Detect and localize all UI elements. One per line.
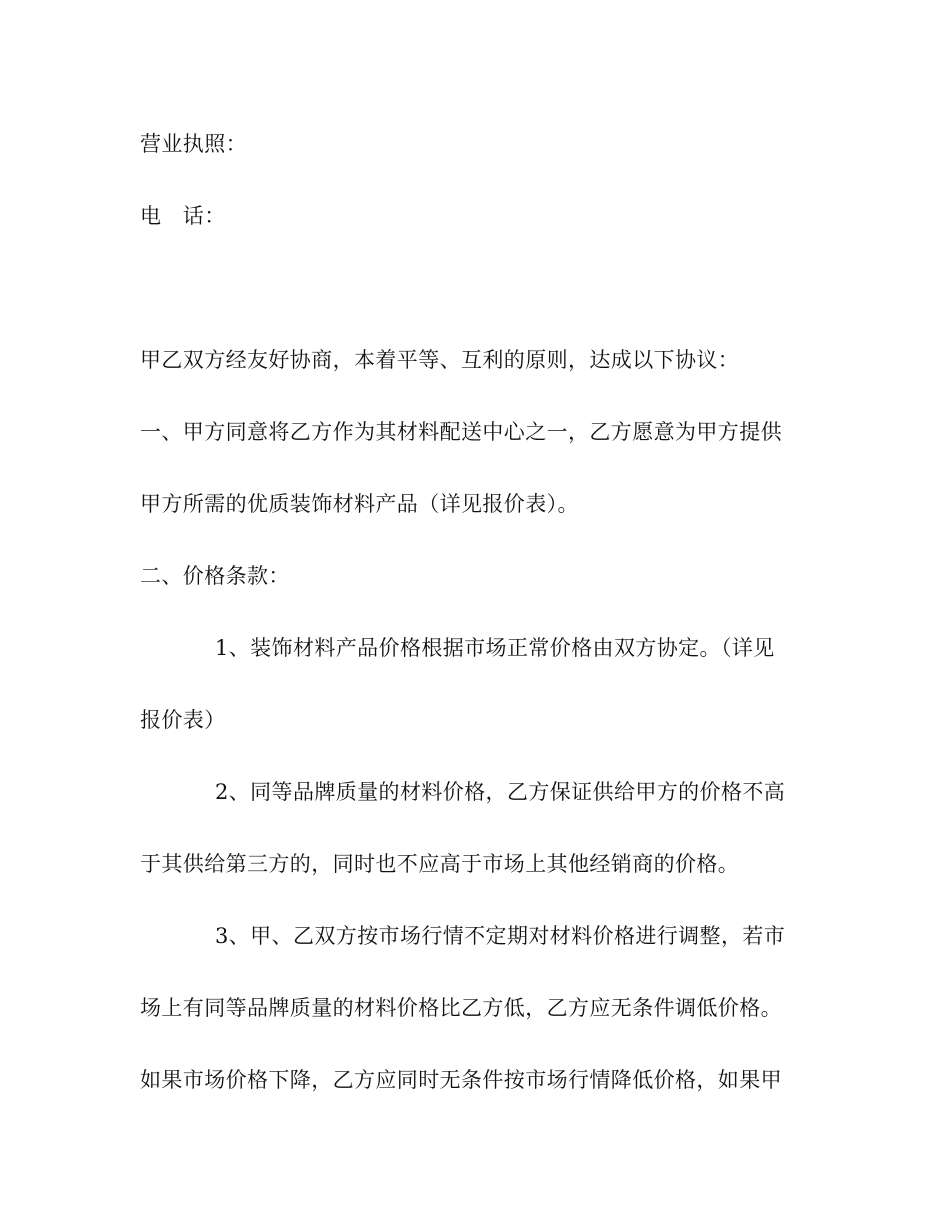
item-3-line-1: 3、甲、乙双方按市场行情不定期对材料价格进行调整，若市	[215, 924, 786, 948]
intro-paragraph: 甲乙双方经友好协商，本着平等、互利的原则，达成以下协议：	[140, 348, 740, 372]
clause-1-line-1: 一、甲方同意将乙方作为其材料配送中心之一，乙方愿意为甲方提供	[140, 420, 782, 444]
business-license-field: 营业执照：	[140, 132, 247, 156]
item-1-line-2: 报价表）	[140, 708, 226, 732]
item-3-line-2: 场上有同等品牌质量的材料价格比乙方低，乙方应无条件调低价格。	[140, 996, 782, 1020]
clause-1-line-2: 甲方所需的优质装饰材料产品（详见报价表）。	[140, 492, 579, 516]
item-2-line-2: 于其供给第三方的，同时也不应高于市场上其他经销商的价格。	[140, 852, 740, 876]
item-1-line-1: 1、装饰材料产品价格根据市场正常价格由双方协定。（详见	[215, 636, 775, 660]
clause-2-title: 二、价格条款：	[140, 564, 290, 588]
phone-field: 电 话：	[140, 204, 226, 228]
item-3-line-3: 如果市场价格下降，乙方应同时无条件按市场行情降低价格，如果甲	[140, 1068, 782, 1092]
item-2-line-1: 2、同等品牌质量的材料价格，乙方保证供给甲方的价格不高	[215, 780, 786, 804]
